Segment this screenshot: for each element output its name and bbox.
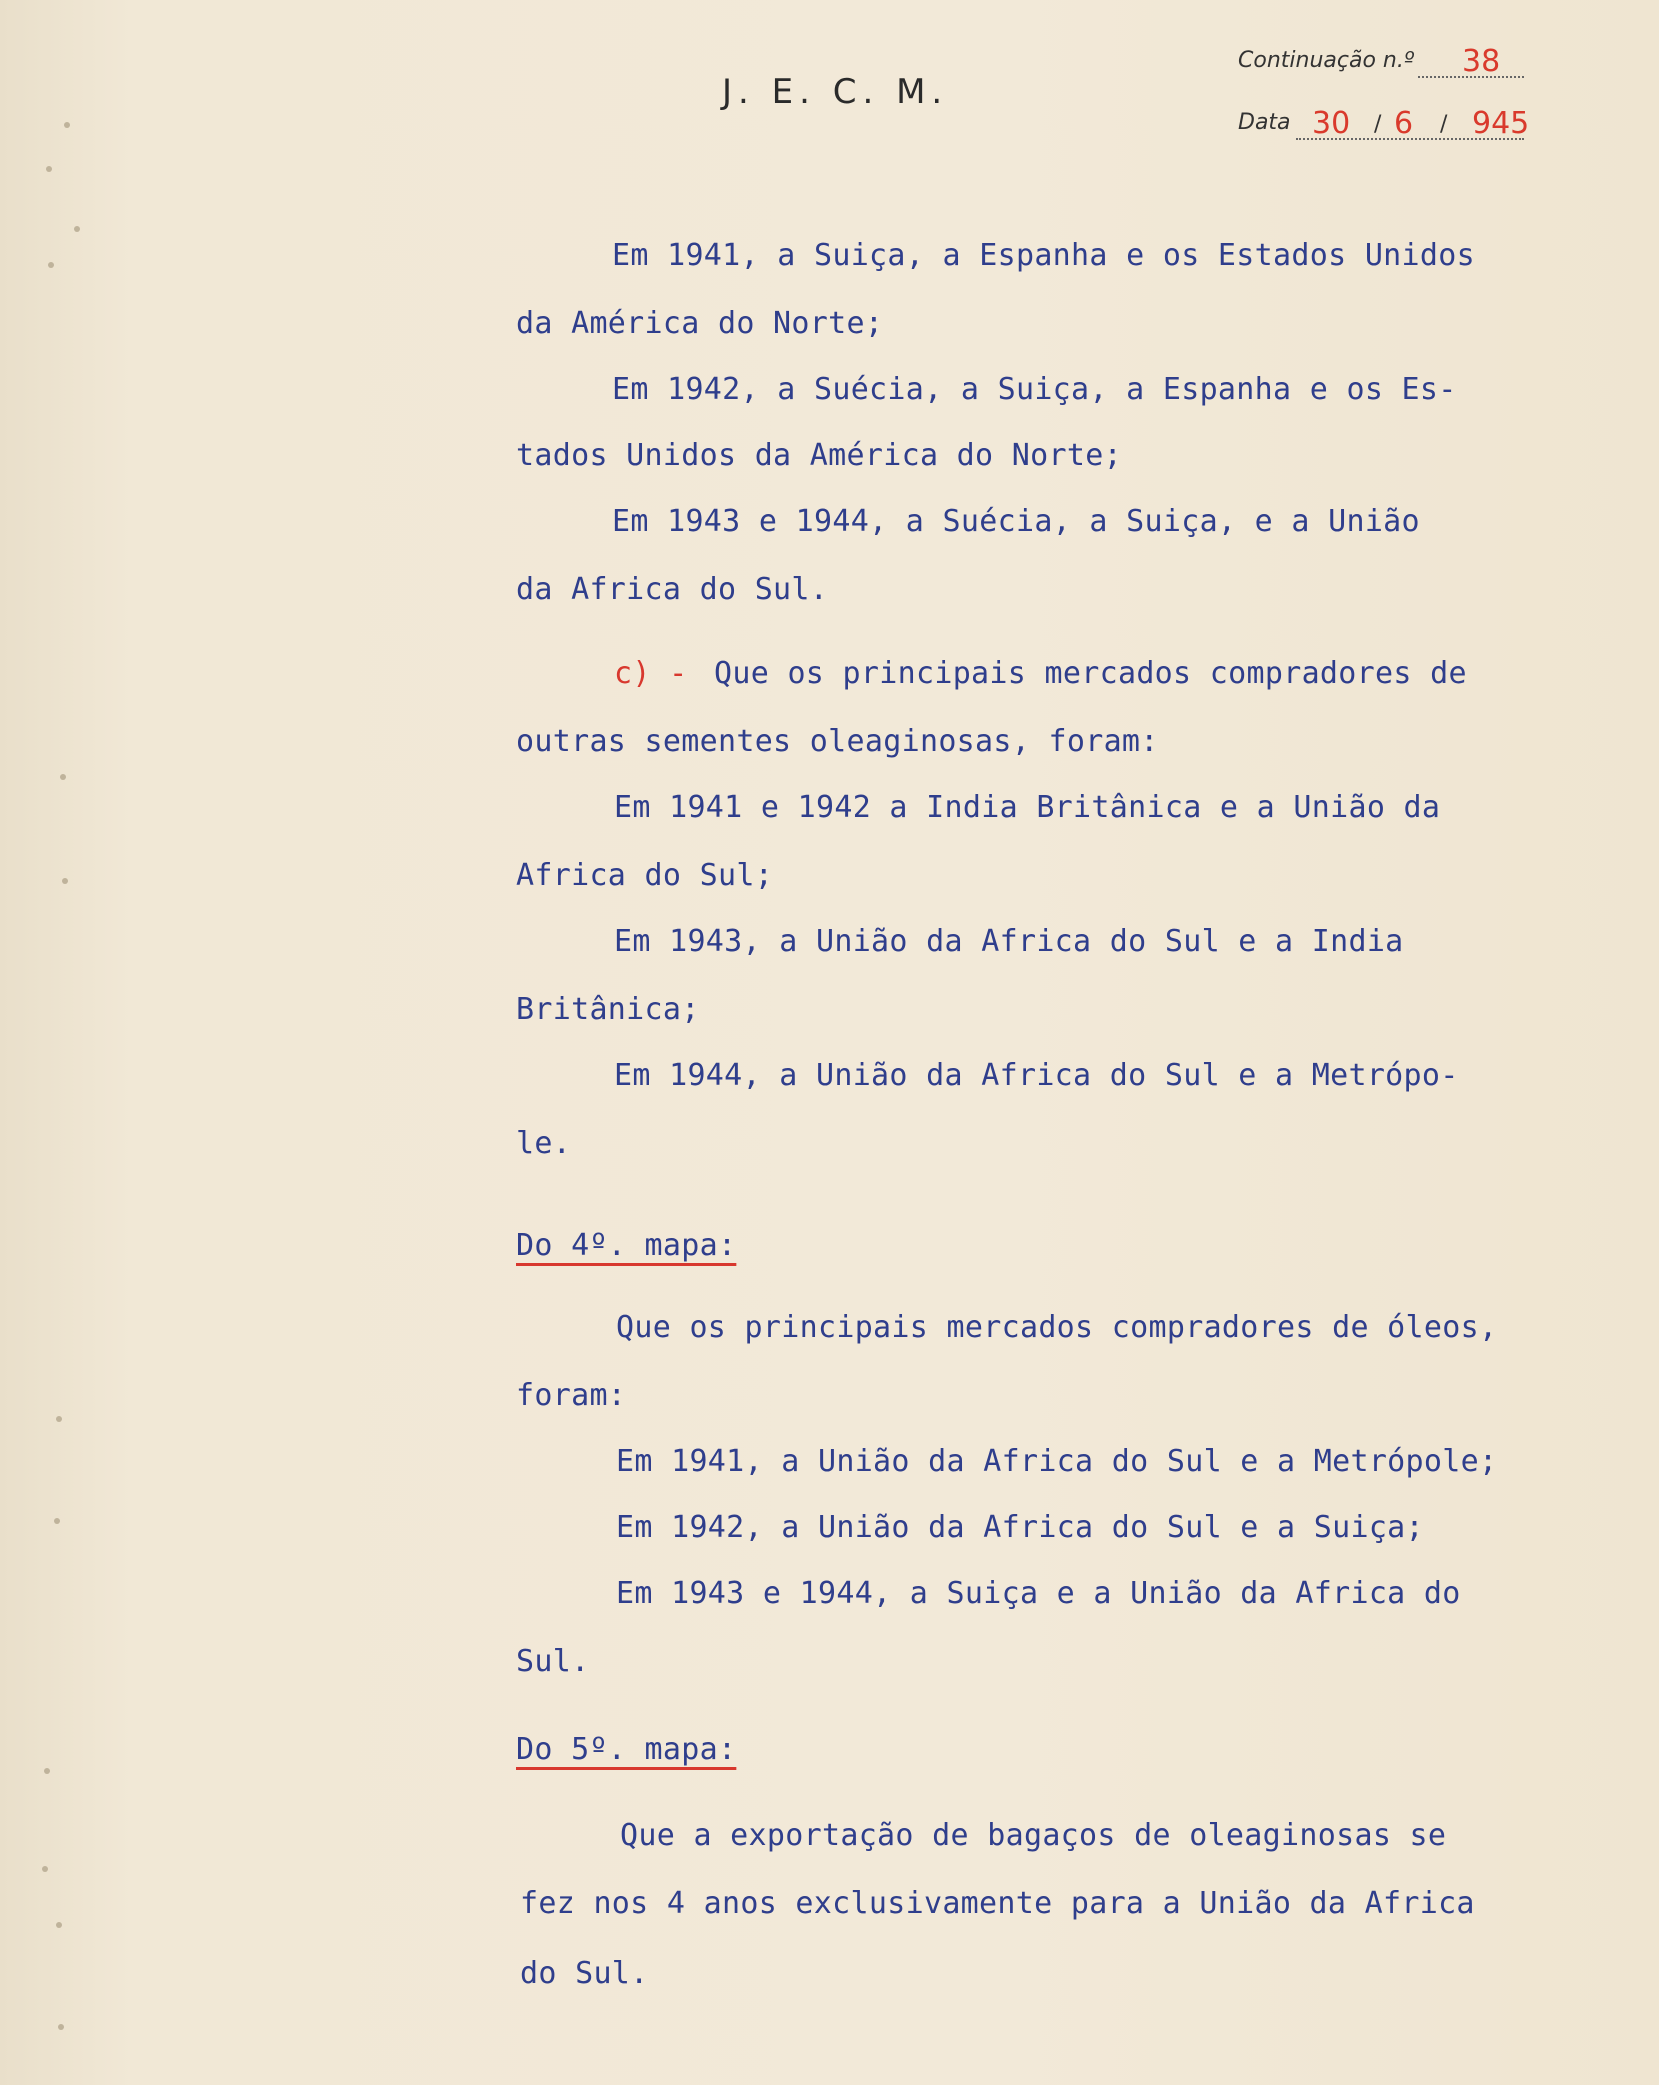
binder-hole <box>74 226 80 232</box>
text-line: da América do Norte; <box>516 306 884 341</box>
text-line: Em 1941 e 1942 a India Britânica e a União da <box>614 790 1441 825</box>
binder-hole <box>62 878 68 884</box>
text-line: tados Unidos da América do Norte; <box>516 438 1122 473</box>
text-line: Britânica; <box>516 992 700 1027</box>
text-line: Que os principais mercados compradores de <box>714 656 1467 691</box>
binder-hole <box>58 2024 64 2030</box>
text-line: fez nos 4 anos exclusivamente para a União da Africa <box>520 1886 1475 1921</box>
binder-hole <box>44 1768 50 1774</box>
binder-hole <box>56 1416 62 1422</box>
text-line: Sul. <box>516 1644 590 1679</box>
text-line: Em 1943 e 1944, a Suécia, a Suiça, e a União <box>612 504 1420 539</box>
binder-hole <box>64 122 70 128</box>
text-line: Em 1942, a União da Africa do Sul e a Suiça; <box>616 1510 1424 1545</box>
text-line: do Sul. <box>520 1956 649 1991</box>
letterhead-title: J. E. C. M. <box>722 72 949 112</box>
date-separator: / <box>1374 112 1382 137</box>
item-marker: c) - <box>614 656 688 691</box>
date-label: Data <box>1238 110 1291 135</box>
binder-hole <box>54 1518 60 1524</box>
text-line: Em 1943, a União da Africa do Sul e a India <box>614 924 1404 959</box>
text-line: da Africa do Sul. <box>516 572 829 607</box>
date-day: 30 <box>1312 106 1351 141</box>
text-line: Em 1943 e 1944, a Suiça e a União da Africa do <box>616 1576 1461 1611</box>
binder-hole <box>60 774 66 780</box>
text-line: Em 1941, a Suiça, a Espanha e os Estados Unidos <box>612 238 1475 273</box>
text-line: foram: <box>516 1378 627 1413</box>
section-heading-mapa-4: Do 4º. mapa: <box>516 1228 737 1263</box>
continuacao-label: Continuação n.º <box>1238 48 1415 73</box>
text-line: Que os principais mercados compradores de óleos, <box>616 1310 1498 1345</box>
text-line: Em 1942, a Suécia, a Suiça, a Espanha e os Es- <box>612 372 1457 407</box>
text-line: Em 1944, a União da Africa do Sul e a Metrópo- <box>614 1058 1459 1093</box>
continuacao-number: 38 <box>1462 44 1501 79</box>
binder-hole <box>56 1922 62 1928</box>
date-month: 6 <box>1394 106 1414 141</box>
text-line: outras sementes oleaginosas, foram: <box>516 724 1159 759</box>
date-separator: / <box>1440 112 1448 137</box>
text-line: Africa do Sul; <box>516 858 774 893</box>
text-line: le. <box>516 1126 572 1161</box>
binder-hole <box>46 166 52 172</box>
section-heading-mapa-5: Do 5º. mapa: <box>516 1732 737 1767</box>
binder-hole <box>48 262 54 268</box>
text-line: Em 1941, a União da Africa do Sul e a Metrópole; <box>616 1444 1498 1479</box>
binder-hole <box>42 1866 48 1872</box>
text-line: Que a exportação de bagaços de oleaginosas se <box>620 1818 1447 1853</box>
date-year: 945 <box>1472 106 1530 141</box>
